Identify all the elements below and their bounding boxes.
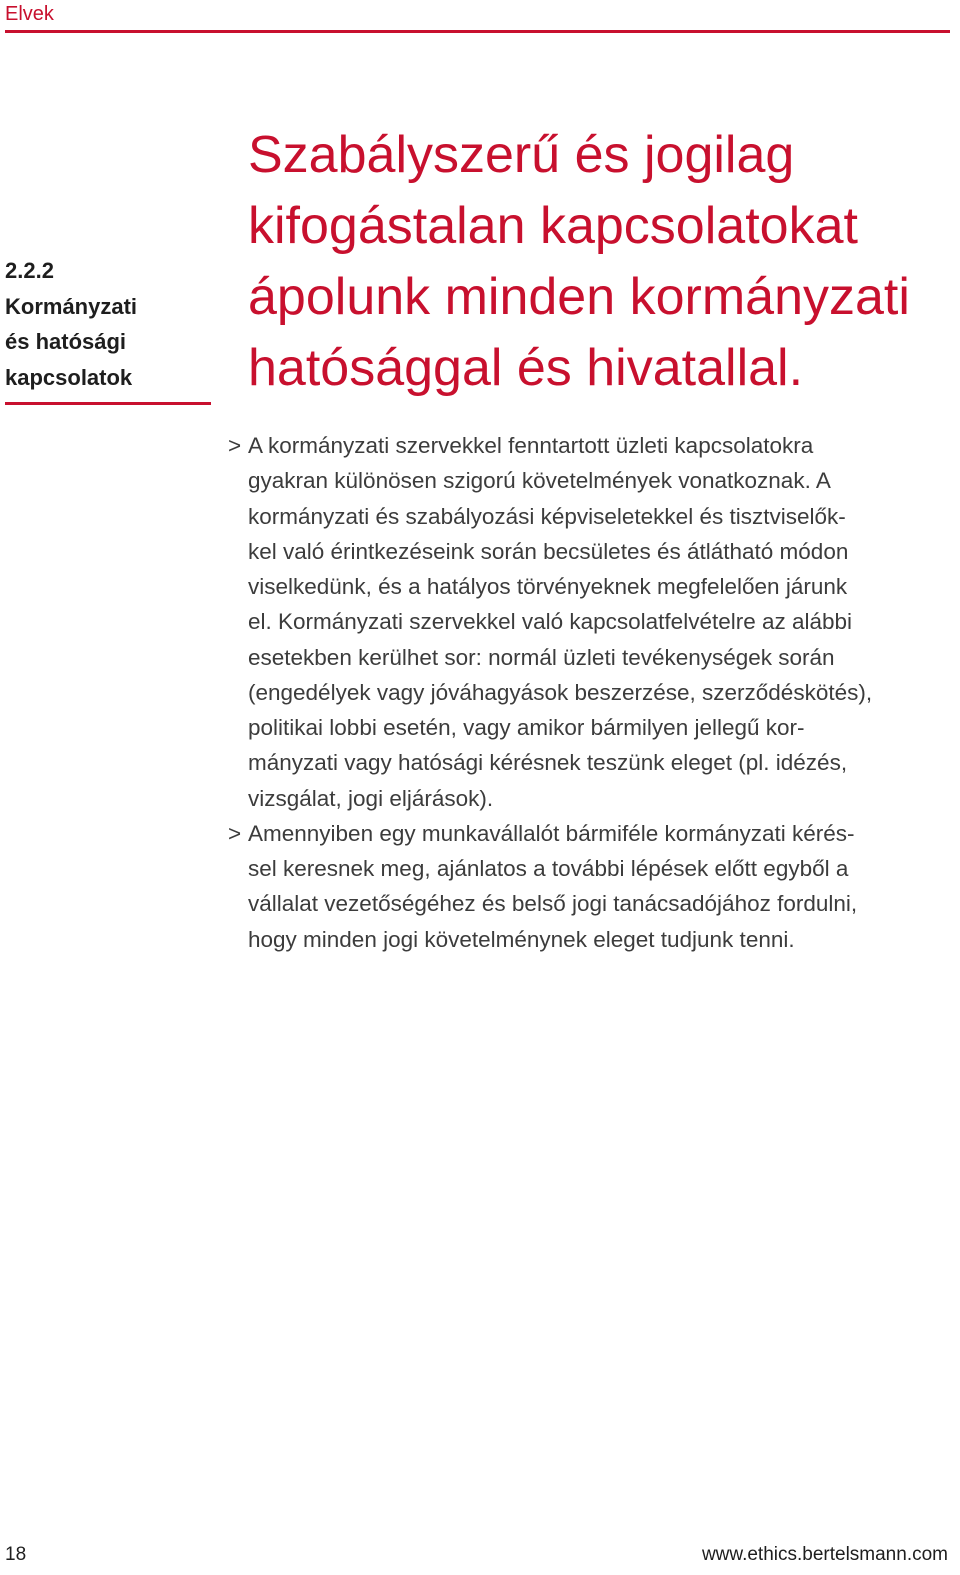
paragraph-line: gyakran különösen szigorú követelmények vonatkoznak. A — [248, 468, 831, 494]
section-label: Elvek — [5, 3, 54, 25]
sidebar-divider — [5, 402, 211, 405]
paragraph-line: viselkedünk, és a hatályos törvényeknek megfelelően járunk — [248, 574, 848, 599]
paragraph-line: sel keresnek meg, ajánlatos a további lépések előtt egyből a — [248, 856, 849, 881]
page-title-line: Szabályszerű és jogilag — [248, 126, 795, 184]
page-title-line: kifogástalan kapcsolatokat — [248, 197, 858, 255]
page-title-line: ápolunk minden kormányzati — [248, 268, 910, 326]
paragraph-line: A kormányzati szervekkel fenntartott üzleti kapcsolatokra — [248, 433, 814, 458]
sidebar-heading-line: Kormányzati — [5, 293, 138, 319]
sidebar-heading-line: és hatósági — [5, 329, 127, 354]
sidebar-heading — [5, 253, 210, 395]
bullet-paragraph — [228, 428, 948, 816]
paragraph-line: el. Kormányzati szervekkel való kapcsolatfelvételre az alábbi — [248, 609, 853, 635]
sidebar-heading-number: 2.2.2 — [5, 258, 54, 283]
paragraph-line: kel való érintkezéseink során becsületes és átlátható módon — [248, 538, 849, 564]
paragraph-line: (engedélyek vagy jóváhagyások beszerzése, szerződéskötés), — [248, 679, 873, 705]
paragraph-line: mányzati vagy hatósági kérésnek teszünk eleget (pl. idézés, — [248, 750, 848, 776]
body-content — [228, 428, 948, 957]
bullet-marker: > — [228, 820, 242, 846]
top-divider — [5, 30, 950, 33]
footer-url: www.ethics.bertelsmann.com — [701, 1544, 948, 1565]
page-title-line: hatósággal és hivatallal. — [248, 339, 804, 397]
sidebar-heading-line: kapcsolatok — [5, 364, 133, 390]
paragraph-line: vállalat vezetőségéhez és belső jogi tanácsadójához fordulni, — [248, 891, 858, 917]
paragraph-line: esetekben kerülhet sor: normál üzleti tevékenységek során — [248, 644, 835, 670]
paragraph-line: kormányzati és szabályozási képviseletekkel és tisztviselők- — [248, 503, 846, 529]
page-number: 18 — [5, 1544, 27, 1565]
paragraph-line: politikai lobbi esetén, vagy amikor bármilyen jellegű kor- — [248, 715, 805, 740]
paragraph-line: Amennyiben egy munkavállalót bármiféle kormányzati kérés- — [248, 820, 855, 846]
paragraph-line: hogy minden jogi követelménynek eleget tudjunk tenni. — [248, 926, 795, 952]
bullet-paragraph — [228, 816, 948, 957]
bullet-marker: > — [228, 433, 242, 458]
paragraph-line: vizsgálat, jogi eljárások). — [248, 785, 494, 811]
page-title — [248, 120, 948, 404]
